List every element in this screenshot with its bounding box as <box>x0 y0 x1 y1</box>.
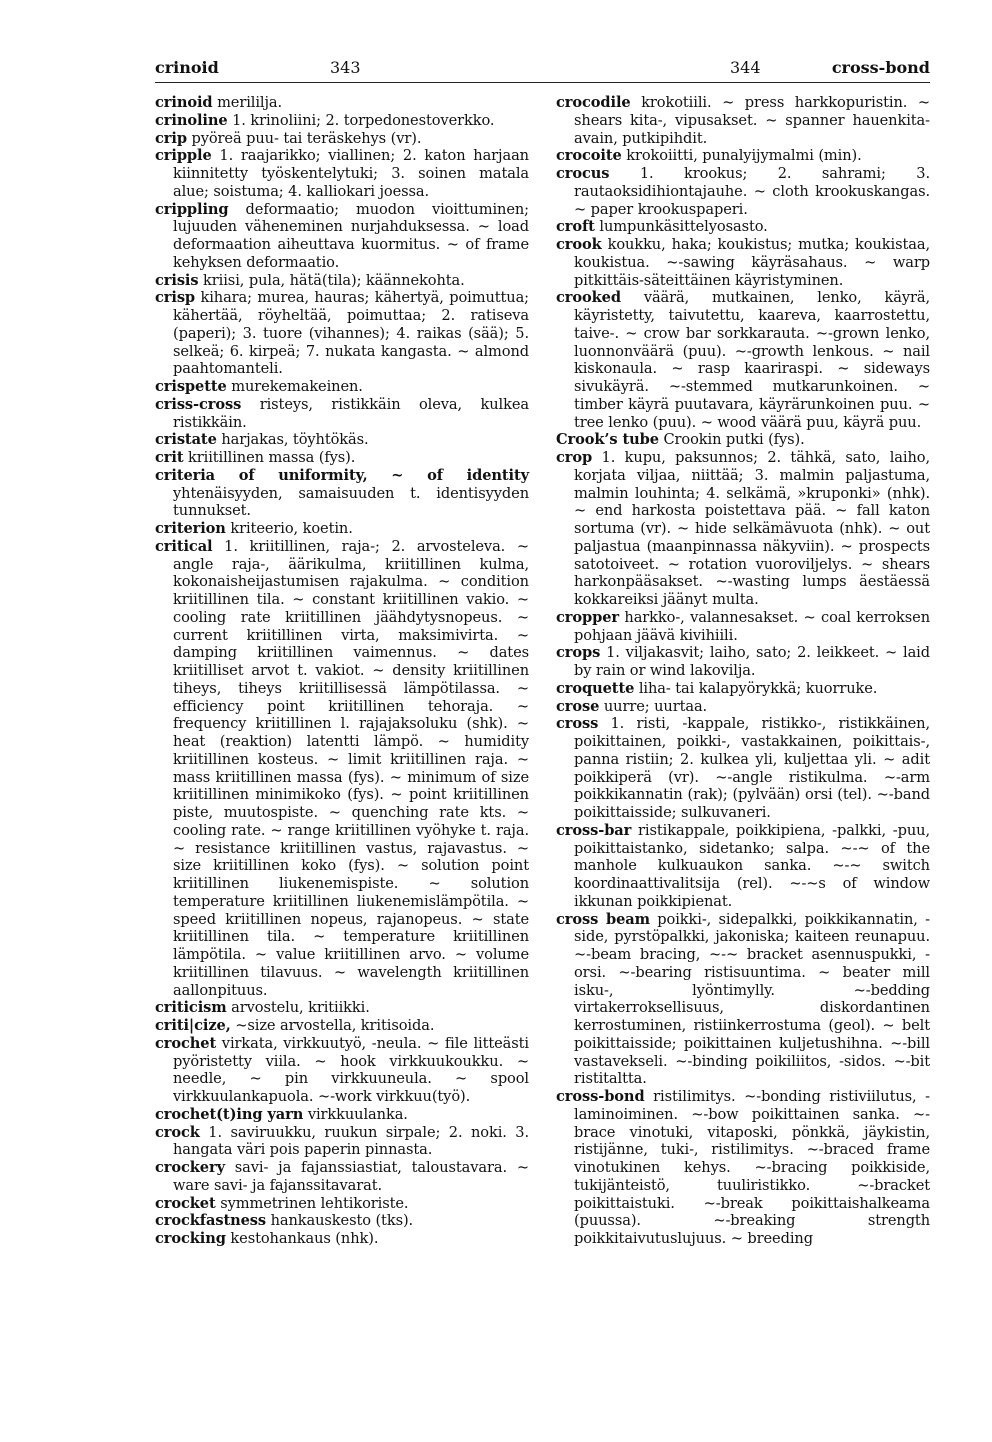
entry-headword: cross-bar <box>556 821 632 839</box>
dictionary-entry <box>155 1230 529 1248</box>
dictionary-entry <box>155 1159 529 1195</box>
entry-headword: cropper <box>556 608 619 626</box>
entry-definition: 1. krinoliini; 2. torpedonestoverkko. <box>232 111 495 129</box>
entry-headword: crose <box>556 697 600 715</box>
entry-headword: crochet(t)ing yarn <box>155 1105 304 1123</box>
entry-definition: 1. saviruukku, ruukun sirpale; 2. noki. 3. hangata väri pois paperin pinnasta. <box>173 1123 529 1159</box>
entry-definition: 1. risti, -kappale, ristikko-, ristikkäinen, poikittainen, poikki-, vastakkainen, poikittais-, panna ristiin; 2. kulkea yli, kuljettaa yli. ~ adit poikkiperä (vr). ~-angle ristikulma. ~-arm poikkikannatin (rak); (pylvään) orsi (tel). ~-band poikittaisside; sulkuvaneri. <box>574 715 930 821</box>
entry-definition: harkko-, valannesakset. ~ coal kerroksen pohjaan jäävä kivihiili. <box>574 608 930 644</box>
entry-definition: murekemakeinen. <box>231 378 363 395</box>
entry-headword: crisis <box>155 271 199 289</box>
dictionary-entry <box>155 1017 529 1035</box>
entry-definition: koukku, haka; koukistus; mutka; koukistaa, koukistua. ~-sawing käyräsahaus. ~ warp pitkittäis-säteittäinen käyristyminen. <box>574 236 930 289</box>
dictionary-entry <box>556 236 930 289</box>
entry-headword: cross-bond <box>556 1088 645 1105</box>
left-column <box>155 94 529 1248</box>
dictionary-entry <box>155 449 529 467</box>
dictionary-entry <box>155 130 529 148</box>
entry-headword: crooked <box>556 289 621 307</box>
entry-definition: 1. krookus; 2. sahrami; 3. rautaoksidihiontajauhe. ~ cloth krookuskangas. ~ paper krookuspaperi. <box>574 165 930 218</box>
dictionary-entry <box>556 218 930 236</box>
entry-definition: uurre; uurtaa. <box>603 697 708 715</box>
dictionary-entry <box>556 165 930 218</box>
entry-headword: crispette <box>155 378 227 395</box>
entry-headword: croft <box>556 218 595 236</box>
dictionary-entry <box>556 94 930 147</box>
entry-definition: risteys, ristikkäin oleva, kulkea ristikkäin. <box>173 395 529 431</box>
entry-definition: pyöreä puu- tai teräskehys (vr). <box>191 129 422 147</box>
right-column <box>556 94 930 1248</box>
entry-definition: 1. kupu, paksunnos; 2. tähkä, sato, laiho, korjata viljaa, niittää; 3. malmin paljastuma, malmin louhinta; 4. selkämä, »kruponki» (nhk). ~ end harkosta poistettava pää. ~ fall katon sortuma (vr). ~ hide selkämävuota (nhk). ~ out paljastua (maanpinnassa näkyviin). ~ prospects satotoiveet. ~ rotation vuoroviljelys. ~ shears harkonpääsakset. ~-wasting lumps äestäessä kokkareiksi jäänyt multa. <box>574 449 931 608</box>
dictionary-entry <box>155 1106 529 1124</box>
dictionary-entry <box>556 289 930 431</box>
dictionary-entry <box>556 147 930 165</box>
dictionary-entry <box>556 911 930 1089</box>
entry-definition: kihara; murea, hauras; kähertyä, poimuttua; kähertää, röyheltää, poimuttaa; 2. ratiseva (paperi); 3. tuore (vihannes); 4. raikas (sää); 5. selkeä; 6. kirpeä; 7. nukata kangasta. ~ almond paahtomanteli. <box>173 289 529 378</box>
dictionary-entry <box>556 431 930 449</box>
header-right-page-number: 344 <box>730 58 761 77</box>
entry-headword: crops <box>556 644 601 662</box>
entry-definition: yhtenäisyyden, samaisuuden t. identisyyden tunnukset. <box>173 484 529 520</box>
entry-definition: symmetrinen lehtikoriste. <box>220 1194 409 1212</box>
entry-definition: hankauskesto (tks). <box>270 1212 414 1230</box>
entry-headword: crocus <box>556 165 610 182</box>
dictionary-entry <box>155 289 529 378</box>
dictionary-entry <box>155 1124 529 1160</box>
entry-definition: krokotiili. ~ press harkkopuristin. ~ shears kita-, vipusakset. ~ spanner hauenkita-avain, putkipihdit. <box>574 94 930 147</box>
dictionary-entry <box>155 520 529 538</box>
entry-headword: crockery <box>155 1159 225 1176</box>
entry-headword: cross beam <box>556 910 650 928</box>
entry-headword: croquette <box>556 679 635 697</box>
entry-headword: criti|cize, <box>155 1017 231 1034</box>
dictionary-entry <box>155 431 529 449</box>
dictionary-entry <box>155 1212 529 1230</box>
entry-definition: virkata, virkkuutyö, -neula. ~ file litteästi pyöristetty viila. ~ hook virkkuukoukku. ~ needle, ~ pin virkkuuneula. ~ spool virkkuulankapuola. ~-work virkkuu(työ). <box>173 1034 529 1105</box>
entry-headword: cross <box>556 715 599 733</box>
entry-headword: criticism <box>155 999 227 1017</box>
entry-headword: crit <box>155 449 184 466</box>
dictionary-entry <box>155 538 529 1000</box>
entry-headword: cristate <box>155 431 217 449</box>
entry-definition: merililja. <box>217 94 283 111</box>
dictionary-entry <box>155 467 529 520</box>
entry-headword: crocking <box>155 1230 226 1247</box>
dictionary-entry <box>556 644 930 680</box>
header-right-word: cross-bond <box>831 58 930 77</box>
entry-headword: crippling <box>155 200 229 218</box>
dictionary-entry <box>556 715 930 822</box>
entry-definition: 1. raajarikko; viallinen; 2. katon harjaan kiinnitetty työskentelytuki; 3. soinen matala alue; soistuma; 4. kalliokari joessa. <box>173 147 529 200</box>
entry-definition: poikki-, sidepalkki, poikkikannatin, -side, pyrstöpalkki, jakoniska; kaiteen reunapuu. ~-beam bracing, ~-~ bracket asennuspukki, -orsi. ~-bearing ristisuuntima. ~ beater mill isku-, lyöntimylly. ~-bedding virtakerroksellisuus, diskordantinen kerrostuminen, ristiinkerrostuma (geol). ~ belt poikittaisside; poikittainen kuljetushihna. ~-bill vastavekseli. ~-binding poikiliitos, -sidos. ~-bit ristitaltta. <box>574 910 930 1088</box>
dictionary-entry <box>155 94 529 112</box>
entry-headword: crinoid <box>155 94 213 111</box>
dictionary-entry <box>155 1195 529 1213</box>
entry-definition: krokoiitti, punalyijymalmi (min). <box>626 147 862 165</box>
entry-definition: ristilimitys. ~-bonding ristiviilutus, -laminoiminen. ~-bow poikittainen sanka. ~-brace vinotuki, vitaposki, pönkkä, jäykistin, ristijänne, tuki-, ristilimitys. ~-braced frame vinotukinen kehys. ~-bracing poikkiside, tukijänteistö, tuuliristikko. ~-bracket poikittaistuki. ~-break poikittaishalkeama (puussa). ~-breaking strength poikkitaivutuslujuus. ~ breeding <box>574 1088 930 1247</box>
running-header <box>155 56 930 83</box>
dictionary-entry <box>155 147 529 200</box>
entry-headword: criterion <box>155 520 226 537</box>
entry-headword: criss-cross <box>155 395 242 413</box>
entry-definition: 1. kriitillinen, raja-; 2. arvosteleva. ~ angle raja-, äärikulma, kriitillinen kulma, kokonaisheijastumisen rajakulma. ~ condition kriitillinen tila. ~ constant kriitillinen vakio. ~ cooling rate kriitillinen jäähdytysnopeus. ~ current kriitillinen virta, maksimivirta. ~ damping kriitillinen vaimennus. ~ dates kriitilliset arvot t. vakiot. ~ density kriitillinen tiheys, tiheys kriitillisessä lämpötilassa. ~ efficiency point kriitillinen tehoraja. ~ frequency kriitillinen l. rajajaksoluku (shk). ~ heat (reaktion) latentti lämpö. ~ humidity kriitillinen kosteus. ~ limit kriitillinen raja. ~ mass kriitillinen massa (fys). ~ minimum of size kriitillinen minimikoko (fys). ~ point kriitillinen piste, muutospiste. ~ quenching rate kts. ~ cooling rate. ~ range kriitillinen vyöhyke t. raja. ~ resistance kriitillinen vastus, rajavastus. ~ size kriitillinen koko (fys). ~ solution point kriitillinen liukenemispiste. ~ solution temperature kriitillinen liukenemislämpötila. ~ speed kriitillinen nopeus, rajanopeus. ~ state kriitillinen tila. ~ temperature kriitillinen lämpötila. ~ value kriitillinen arvo. ~ volume kriitillinen tilavuus. ~ wavelength kriitillinen aallonpituus. <box>173 537 529 999</box>
dictionary-entry <box>556 1088 930 1248</box>
dictionary-entry <box>155 1035 529 1106</box>
entry-definition: virkkuulanka. <box>307 1105 408 1123</box>
entry-definition: kriitillinen massa (fys). <box>188 449 356 466</box>
dictionary-entry <box>556 449 930 609</box>
entry-headword: crocoite <box>556 147 622 165</box>
entry-headword: crook <box>556 236 602 253</box>
dictionary-entry <box>155 396 529 432</box>
entry-headword: crock <box>155 1123 200 1141</box>
entry-definition: ristikappale, poikkipiena, -palkki, -puu, poikittaistanko, sidetanko; salpa. ~-~ of the manhole kulkuaukon sanka. ~-~ switch koordinaattivalitsija (rel). ~-~s of window ikkunan poikkipienat. <box>574 821 930 910</box>
dictionary-entry <box>556 822 930 911</box>
entry-definition: arvostelu, kritiikki. <box>231 999 370 1017</box>
entry-definition: liha- tai kalapyörykkä; kuorruke. <box>638 679 878 697</box>
entry-definition: savi- ja fajanssiastiat, taloustavara. ~ ware savi- ja fajanssitavarat. <box>173 1159 529 1194</box>
dictionary-entry <box>155 272 529 290</box>
dictionary-entry <box>556 698 930 716</box>
entry-definition: ~size arvostella, kritisoida. <box>235 1017 435 1034</box>
header-left-word: crinoid <box>155 58 219 77</box>
entry-headword: crinoline <box>155 111 228 129</box>
entry-headword: crop <box>556 449 593 466</box>
entry-headword: Crook’s tube <box>556 431 659 449</box>
entry-definition: deformaatio; muodon vioittuminen; lujuuden väheneminen nurjahduksessa. ~ load deformaation aiheuttava kuormitus. ~ of frame kehyksen deformaatio. <box>173 200 529 271</box>
dictionary-entry <box>556 680 930 698</box>
dictionary-entry <box>155 999 529 1017</box>
dictionary-entry <box>155 112 529 130</box>
entry-definition: Crookin putki (fys). <box>663 431 805 449</box>
entry-headword: crisp <box>155 289 196 307</box>
entry-definition: harjakas, töyhtökäs. <box>221 431 369 449</box>
entry-headword: cripple <box>155 147 212 165</box>
dictionary-entry <box>155 378 529 396</box>
entry-headword: crocket <box>155 1194 216 1212</box>
entry-definition: väärä, mutkainen, lenko, käyrä, käyristetty, taivutettu, kaareva, kaarrostettu, taive-. ~ crow bar sorkkarauta. ~-grown lenko, luonnonväärä (puu). ~-growth lenkous. ~ nail kiskonaula. ~ rasp kaariraspi. ~ sideways sivukäyrä. ~-stemmed mutkarunkoinen. ~ timber käyrä puutavara, käyrärunkoinen puu. ~ tree lenko (puu). ~ wood väärä puu, käyrä puu. <box>574 289 930 431</box>
entry-headword: crocodile <box>556 94 631 111</box>
entry-definition: lumpunkäsittelyosasto. <box>599 218 768 236</box>
dictionary-entry <box>155 201 529 272</box>
entry-headword: crochet <box>155 1034 217 1052</box>
entry-headword: crockfastness <box>155 1212 267 1230</box>
entry-headword: criteria of uniformity, ~ of identity <box>155 466 529 484</box>
entry-definition: 1. viljakasvit; laiho, sato; 2. leikkeet. ~ laid by rain or wind lakovilja. <box>574 644 930 679</box>
entry-definition: kriteerio, koetin. <box>230 520 353 537</box>
entry-headword: crip <box>155 129 187 147</box>
entry-definition: kestohankaus (nhk). <box>230 1230 379 1247</box>
dictionary-entry <box>556 609 930 645</box>
header-left-page-number: 343 <box>330 58 361 77</box>
entry-definition: kriisi, pula, hätä(tila); käännekohta. <box>203 271 465 289</box>
entry-headword: critical <box>155 537 213 555</box>
